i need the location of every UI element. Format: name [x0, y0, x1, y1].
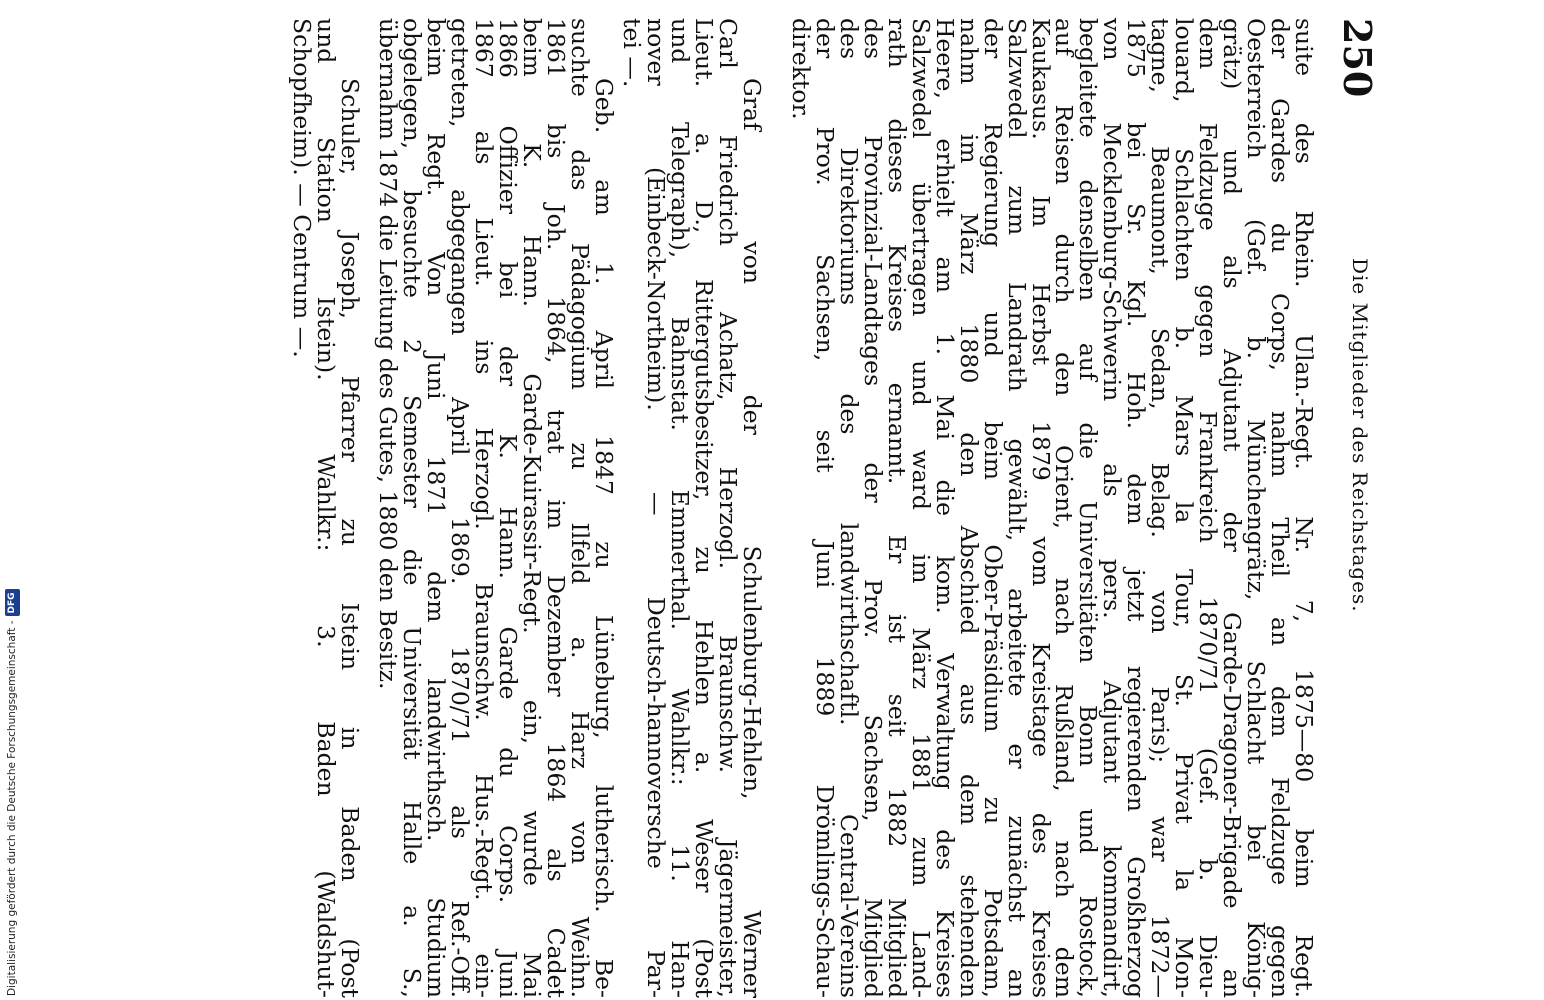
- text-line: louard, Schlachten b. Mars la Tour, St. Privat la Mon-: [1170, 18, 1199, 998]
- page-number: 250: [1335, 18, 1380, 98]
- text-line: des Direktoriums des landwirthschaftl. Central-Vereins: [834, 18, 863, 998]
- digitization-credit: [4, 592, 20, 996]
- text-line: tei —.: [618, 18, 647, 88]
- text-line: auf Reisen durch den Orient, nach Rußland, nach dem: [1050, 18, 1079, 998]
- text-line: 1875 bei Sr. Kgl. Hoh. dem jetzt regierenden Großherzog: [1122, 18, 1151, 998]
- text-line: Salzwedel übertragen und ward im März 1881 zum Land-: [906, 18, 935, 998]
- text-line: dem Feldzuge gegen Frankreich 1870/71 (Gef. b. Dieu-: [1194, 18, 1223, 998]
- text-line: Carl Friedrich Achatz, Herzogl. Braunschw. Jägermeister,: [714, 18, 743, 998]
- running-head: Die Mitglieder des Reichstages.: [1348, 258, 1372, 613]
- text-line: suite des Rhein. Ulan.-Regt. Nr. 7, 1875—80 beim Regt.: [1290, 18, 1318, 998]
- text-line: Schopfheim). — Centrum —.: [288, 18, 316, 358]
- text-line: suchte das Pädagogium zu Ilfeld a. Harz von Weihn.: [566, 18, 594, 998]
- text-line: des Provinzial-Landtages der Prov. Sachsen, Mitglied: [858, 18, 887, 998]
- text-line: Salzwedel zum Landrath gewählt, arbeitete er zunächst an: [1002, 18, 1031, 998]
- text-line: Lieut. a. D., Rittergutsbesitzer, zu Hehlen a. Weser (Post: [690, 18, 719, 998]
- text-line: Kaukasus. Im Herbst 1879 vom Kreistage des Kreises: [1026, 18, 1055, 998]
- text-line: nover (Einbeck-Northeim). — Deutsch-hannoversche Par-: [642, 18, 671, 998]
- text-column: [0, 18, 1316, 998]
- text-line: begleitete denselben auf die Universitäten Bonn und Rostock,: [1074, 18, 1103, 998]
- text-line: beim Regt. Von Juni 1871 dem landwirthsch. Studium: [422, 18, 450, 998]
- text-line: 1861 bis Joh. 1864, trat im Dezember 1864 als Cadet: [542, 18, 570, 998]
- dfg-logo: DFG: [5, 589, 20, 616]
- text-line: der Prov. Sachsen, seit Juni 1889 Drömlings-Schau-: [811, 18, 839, 998]
- text-line: direktor.: [787, 18, 816, 120]
- text-line: von Mecklenburg-Schwerin als pers. Adjutant kommandirt,: [1098, 18, 1127, 998]
- text-line: Oesterreich (Gef. b. Münchengrätz, Schlacht bei König-: [1242, 18, 1271, 998]
- text-line: der Gardes du Corps, nahm Theil an dem Feldzuge gegen: [1266, 18, 1295, 998]
- text-line: Graf von der Schulenburg-Hehlen, Werner: [738, 78, 766, 998]
- text-line: und Telegraph), Bahnstat. Emmerthal. Wahlkr.: 11. Han-: [666, 18, 695, 998]
- text-line: rath dieses Kreises ernannt. Er ist seit 1882 Mitglied: [882, 18, 911, 998]
- text-line: getreten, abgegangen April 1869. 1870/71 als Ref.-Off.: [446, 18, 474, 998]
- text-line: Heere, erhielt am 1. Mai die kom. Verwaltung des Kreises: [930, 18, 959, 998]
- text-line: der Regierung und beim Ober-Präsidium zu Potsdam,: [978, 18, 1007, 998]
- text-line: und Station Istein). Wahlkr.: 3. Baden (Waldshut-: [312, 18, 340, 998]
- credit-text: Digitalisierung gefördert durch die Deutsche Forschungsgemeinschaft -: [6, 620, 18, 996]
- text-line: 1866 Offizier bei der K. Hann. Garde du Corps. Juni: [494, 18, 522, 998]
- text-line: nahm im März 1880 den Abschied aus dem stehenden: [954, 18, 983, 998]
- text-line: grätz) und als Adjutant der Garde-Dragoner-Brigade an: [1218, 18, 1247, 998]
- text-line: beim K. Hann. Garde-Kuirassir-Regt. ein, wurde Mai: [518, 18, 546, 998]
- text-line: tagne, Beaumont, Sedan, Belag. von Paris); war 1872—: [1146, 18, 1175, 998]
- text-line: Schuler, Joseph, Pfarrer zu Istein in Baden (Post: [336, 78, 364, 998]
- text-line: Geb. am 1. April 1847 zu Lüneburg, lutherisch. Be-: [590, 78, 618, 998]
- text-line: obgelegen, besuchte 2 Semester die Universität Halle a. S.,: [398, 18, 426, 998]
- text-line: 1867 als Lieut. ins Herzogl. Braunschw. Hus.-Regt. ein-: [470, 18, 498, 998]
- text-line: übernahm 1874 die Leitung des Gutes, 1880 den Besitz.: [374, 18, 402, 690]
